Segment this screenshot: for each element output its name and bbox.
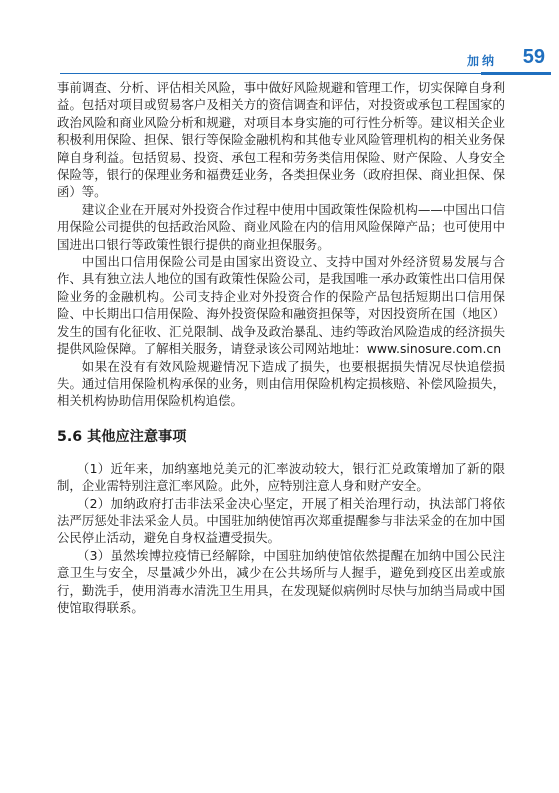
running-header-title: 加纳 (466, 54, 497, 68)
paragraph: 建议企业在开展对外投资合作过程中使用中国政策性保险机构——中国出口信用保险公司提供的包括政治风险、商业风险在内的信用风险保障产品；也可使用中国进出口银行等政策性银行提供的商业担保服务。 (57, 201, 505, 252)
list-item: （2）加纳政府打击非法采金决心坚定，开展了相关治理行动，执法部门将依法严厉惩处非法采金人员。中国驻加纳使馆再次郑重提醒参与非法采金的在加中国公民停止活动，避免自身权益遭受损失。 (57, 495, 505, 546)
paragraph-continued: 事前调查、分析、评估相关风险，事中做好风险规避和管理工作，切实保障自身利益。包括对项目或贸易客户及相关方的资信调查和评估，对投资或承包工程国家的政治风险和商业风险分析和规避，对项目本身实施的可行性分析等。建议相关企业积极利用保险、担保、银行等保险金融机构和其他专业风险管理机构的相关业务保障自身利益。包括贸易、投资、承包工程和劳务类信用保险、财产保险、人身安全保险等，银行的保理业务和福费廷业务，各类担保业务（政府担保、商业担保、保函）等。 (57, 80, 505, 200)
section-heading: 5.6 其他应注意事项 (57, 428, 187, 445)
list-item: （3）虽然埃博拉疫情已经解除，中国驻加纳使馆依然提醒在加纳中国公民注意卫生与安全，尽量减少外出，减少在公共场所与人握手，避免到疫区出差或旅行，勤洗手，使用消毒水清洗卫生用具，在发现疑似病例时尽快与加纳当局或中国使馆取得联系。 (57, 547, 505, 615)
paragraph: 中国出口信用保险公司是由国家出资设立、支持中国对外经济贸易发展与合作、具有独立法人地位的国有政策性保险公司，是我国唯一承办政策性出口信用保险业务的金融机构。公司支持企业对外投资合作的保险产品包括短期出口信用保险、中长期出口信用保险、海外投资保险和融资担保等，对因投资所在国（地区）发生的国有化征收、汇兑限制、战争及政治暴乱、违约等政治风险造成的经济损失提供风险保障。了解相关服务，请登录该公司网站地址：www.sinosure.com.cn (57, 254, 505, 357)
page-number: 59 (522, 46, 545, 68)
page-header (0, 44, 559, 84)
page-body (57, 79, 505, 616)
header-rule-accent (481, 72, 551, 75)
paragraph: 如果在没有有效风险规避情况下造成了损失，也要根据损失情况尽快追偿损失。通过信用保险机构承保的业务，则由信用保险机构定损核赔、补偿风险损失，相关机构协助信用保险机构追偿。 (57, 358, 505, 409)
list-item: （1）近年来，加纳塞地兑美元的汇率波动较大，银行汇兑政策增加了新的限制，企业需特别注意汇率风险。此外，应特别注意人身和财产安全。 (57, 460, 505, 494)
header-rule-thin (60, 73, 481, 74)
